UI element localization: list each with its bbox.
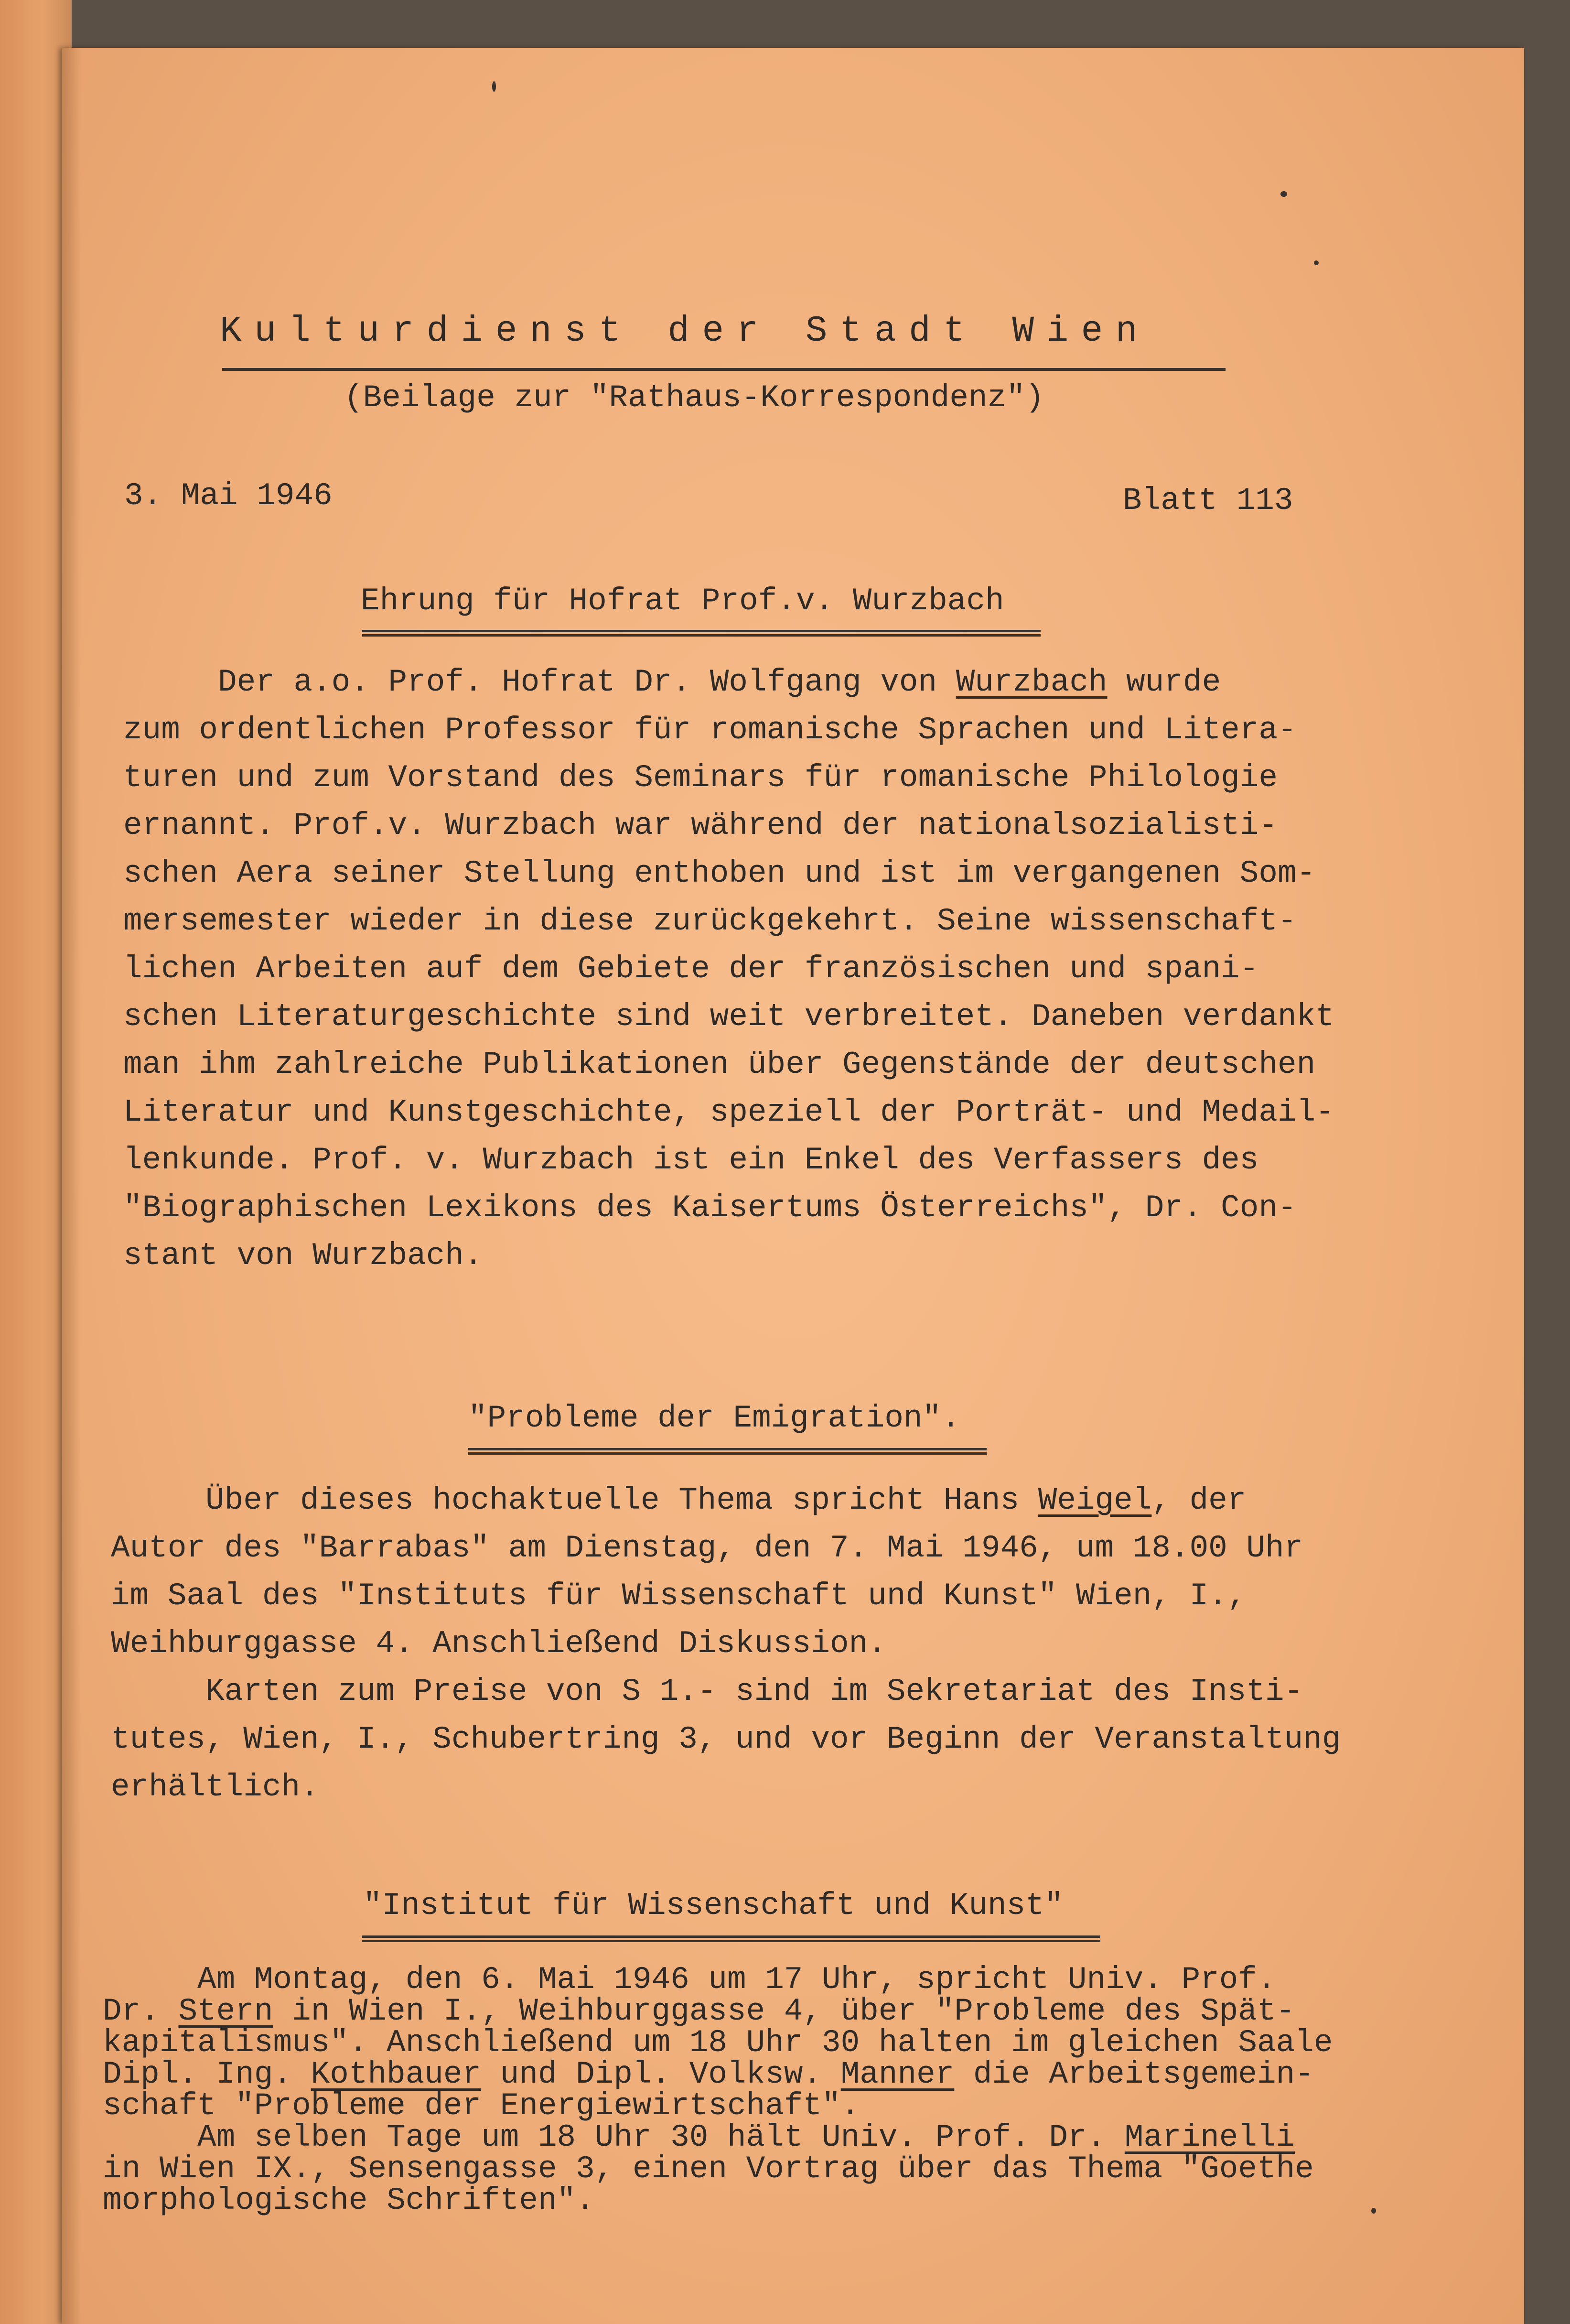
headline-double-rule (362, 1935, 1100, 1942)
text-segment: Am selben Tage um 18 Uhr 30 hält Univ. Prof. Dr. (103, 2119, 1125, 2155)
text-line (103, 2185, 1333, 2216)
text-line (103, 1993, 1333, 2029)
underlined-name: Kothbauer (311, 2056, 482, 2092)
text-line (123, 1232, 1334, 1280)
text-segment: Karten zum Preise von S 1.- sind im Sekretariat des Insti- (111, 1674, 1303, 1709)
paper-speck (1371, 2208, 1376, 2214)
text-segment: ernannt. Prof.v. Wurzbach war während der nationalsozialisti- (123, 808, 1278, 843)
text-segment: im Saal des "Instituts für Wissenschaft und Kunst" Wien, I., (111, 1578, 1247, 1614)
text-line (123, 802, 1334, 850)
publication-subtitle: (Beilage zur "Rathaus-Korrespondenz") (344, 380, 1044, 416)
article-headline: Ehrung für Hofrat Prof.v. Wurzbach (361, 583, 1004, 619)
text-line (123, 1184, 1334, 1232)
text-segment: mersemester wieder in diese zurückgekehrt. Seine wissenschaft- (123, 903, 1297, 939)
text-line (123, 897, 1334, 945)
underlined-name: Weigel (1038, 1482, 1152, 1518)
text-segment: turen und zum Vorstand des Seminars für romanische Philologie (123, 760, 1278, 796)
text-line (123, 1041, 1334, 1089)
scan-backdrop (0, 0, 72, 2324)
text-segment: lichen Arbeiten auf dem Gebiete der französischen und spani- (123, 951, 1259, 987)
text-segment: schen Aera seiner Stellung enthoben und ist im vergangenen Som- (123, 855, 1316, 891)
text-segment: stant von Wurzbach. (123, 1238, 483, 1274)
text-segment: Literatur und Kunstgeschichte, speziell der Porträt- und Medail- (123, 1094, 1334, 1130)
text-line (123, 945, 1334, 993)
underlined-name: Wurzbach (956, 664, 1108, 700)
text-segment: erhältlich. (111, 1769, 319, 1805)
text-segment: Über dieses hochaktuelle Thema spricht Hans (111, 1482, 1038, 1518)
text-line (103, 2056, 1333, 2092)
text-segment: man ihm zahlreiche Publikationen über Gegenstände der deutschen (123, 1047, 1316, 1082)
publication-title: Kulturdienst der Stadt Wien (220, 311, 1150, 352)
text-segment: Weihburggasse 4. Anschließend Diskussion. (111, 1626, 887, 1662)
text-line (123, 754, 1334, 802)
headline-double-rule (468, 1448, 987, 1455)
text-segment: , der (1151, 1482, 1247, 1518)
text-segment: morphologische Schriften". (103, 2183, 595, 2218)
text-line (123, 706, 1334, 754)
title-underline (222, 368, 1226, 371)
text-segment: und Dipl. Volksw. (481, 2056, 841, 2092)
underlined-name: Marinelli (1124, 2119, 1295, 2155)
text-segment: Der a.o. Prof. Hofrat Dr. Wolfgang von (123, 664, 956, 700)
text-line (111, 1572, 1341, 1620)
underlined-name: Manner (840, 2056, 955, 2092)
text-line (111, 1668, 1341, 1716)
text-segment: schaft "Probleme der Energiewirtschaft". (103, 2088, 860, 2124)
text-segment: Dr. (103, 1993, 179, 2029)
text-segment: "Biographischen Lexikons des Kaisertums Österreichs", Dr. Con- (123, 1190, 1297, 1226)
text-segment: die Arbeitsgemein- (954, 2056, 1314, 2092)
sheet-number: Blatt 113 (1123, 483, 1293, 519)
issue-date: 3. Mai 1946 (124, 478, 333, 514)
text-line (111, 1716, 1341, 1763)
text-line (123, 1136, 1334, 1184)
text-segment: lenkunde. Prof. v. Wurzbach ist ein Enkel des Verfassers des (123, 1142, 1259, 1178)
text-segment: Dipl. Ing. (103, 2056, 311, 2092)
text-line (111, 1763, 1341, 1811)
text-segment: tutes, Wien, I., Schubertring 3, und vor Beginn der Veranstaltung (111, 1721, 1341, 1757)
paper-speck (1314, 260, 1319, 265)
paper-speck (492, 81, 496, 92)
article-headline: "Probleme der Emigration". (468, 1400, 960, 1436)
text-line (111, 1477, 1341, 1524)
text-line (123, 1089, 1334, 1136)
text-line (103, 2119, 1333, 2155)
article-body (111, 1477, 1341, 1811)
text-line (103, 2027, 1333, 2059)
article-headline: "Institut für Wissenschaft und Kunst" (363, 1888, 1064, 1924)
text-line (111, 1620, 1341, 1668)
text-segment: kapitalismus". Anschließend um 18 Uhr 30 halten im gleichen Saale (103, 2025, 1333, 2061)
page-fold-shadow (62, 48, 81, 2324)
text-segment: in Wien I., Weihburggasse 4, über "Probleme des Spät- (273, 1993, 1295, 2029)
text-line (103, 2153, 1333, 2185)
text-line (103, 2090, 1333, 2122)
text-segment: Am Montag, den 6. Mai 1946 um 17 Uhr, spricht Univ. Prof. (103, 1962, 1276, 1998)
text-segment: Autor des "Barrabas" am Dienstag, den 7. Mai 1946, um 18.00 Uhr (111, 1530, 1303, 1566)
text-segment: schen Literaturgeschichte sind weit verbreitet. Daneben verdankt (123, 999, 1334, 1035)
text-segment: zum ordentlichen Professor für romanische Sprachen und Litera- (123, 712, 1297, 748)
text-line (123, 850, 1334, 897)
text-line (111, 1524, 1341, 1572)
text-line (123, 659, 1334, 706)
underlined-name: Stern (178, 1993, 273, 2029)
paper-speck (1280, 191, 1287, 197)
text-line (123, 993, 1334, 1041)
text-segment: in Wien IX., Sensengasse 3, einen Vortrag über das Thema "Goethe (103, 2151, 1314, 2187)
article-body (103, 1964, 1333, 2216)
text-segment: wurde (1107, 664, 1221, 700)
headline-double-rule (362, 630, 1041, 637)
article-body (123, 659, 1334, 1280)
text-line (103, 1964, 1333, 1996)
